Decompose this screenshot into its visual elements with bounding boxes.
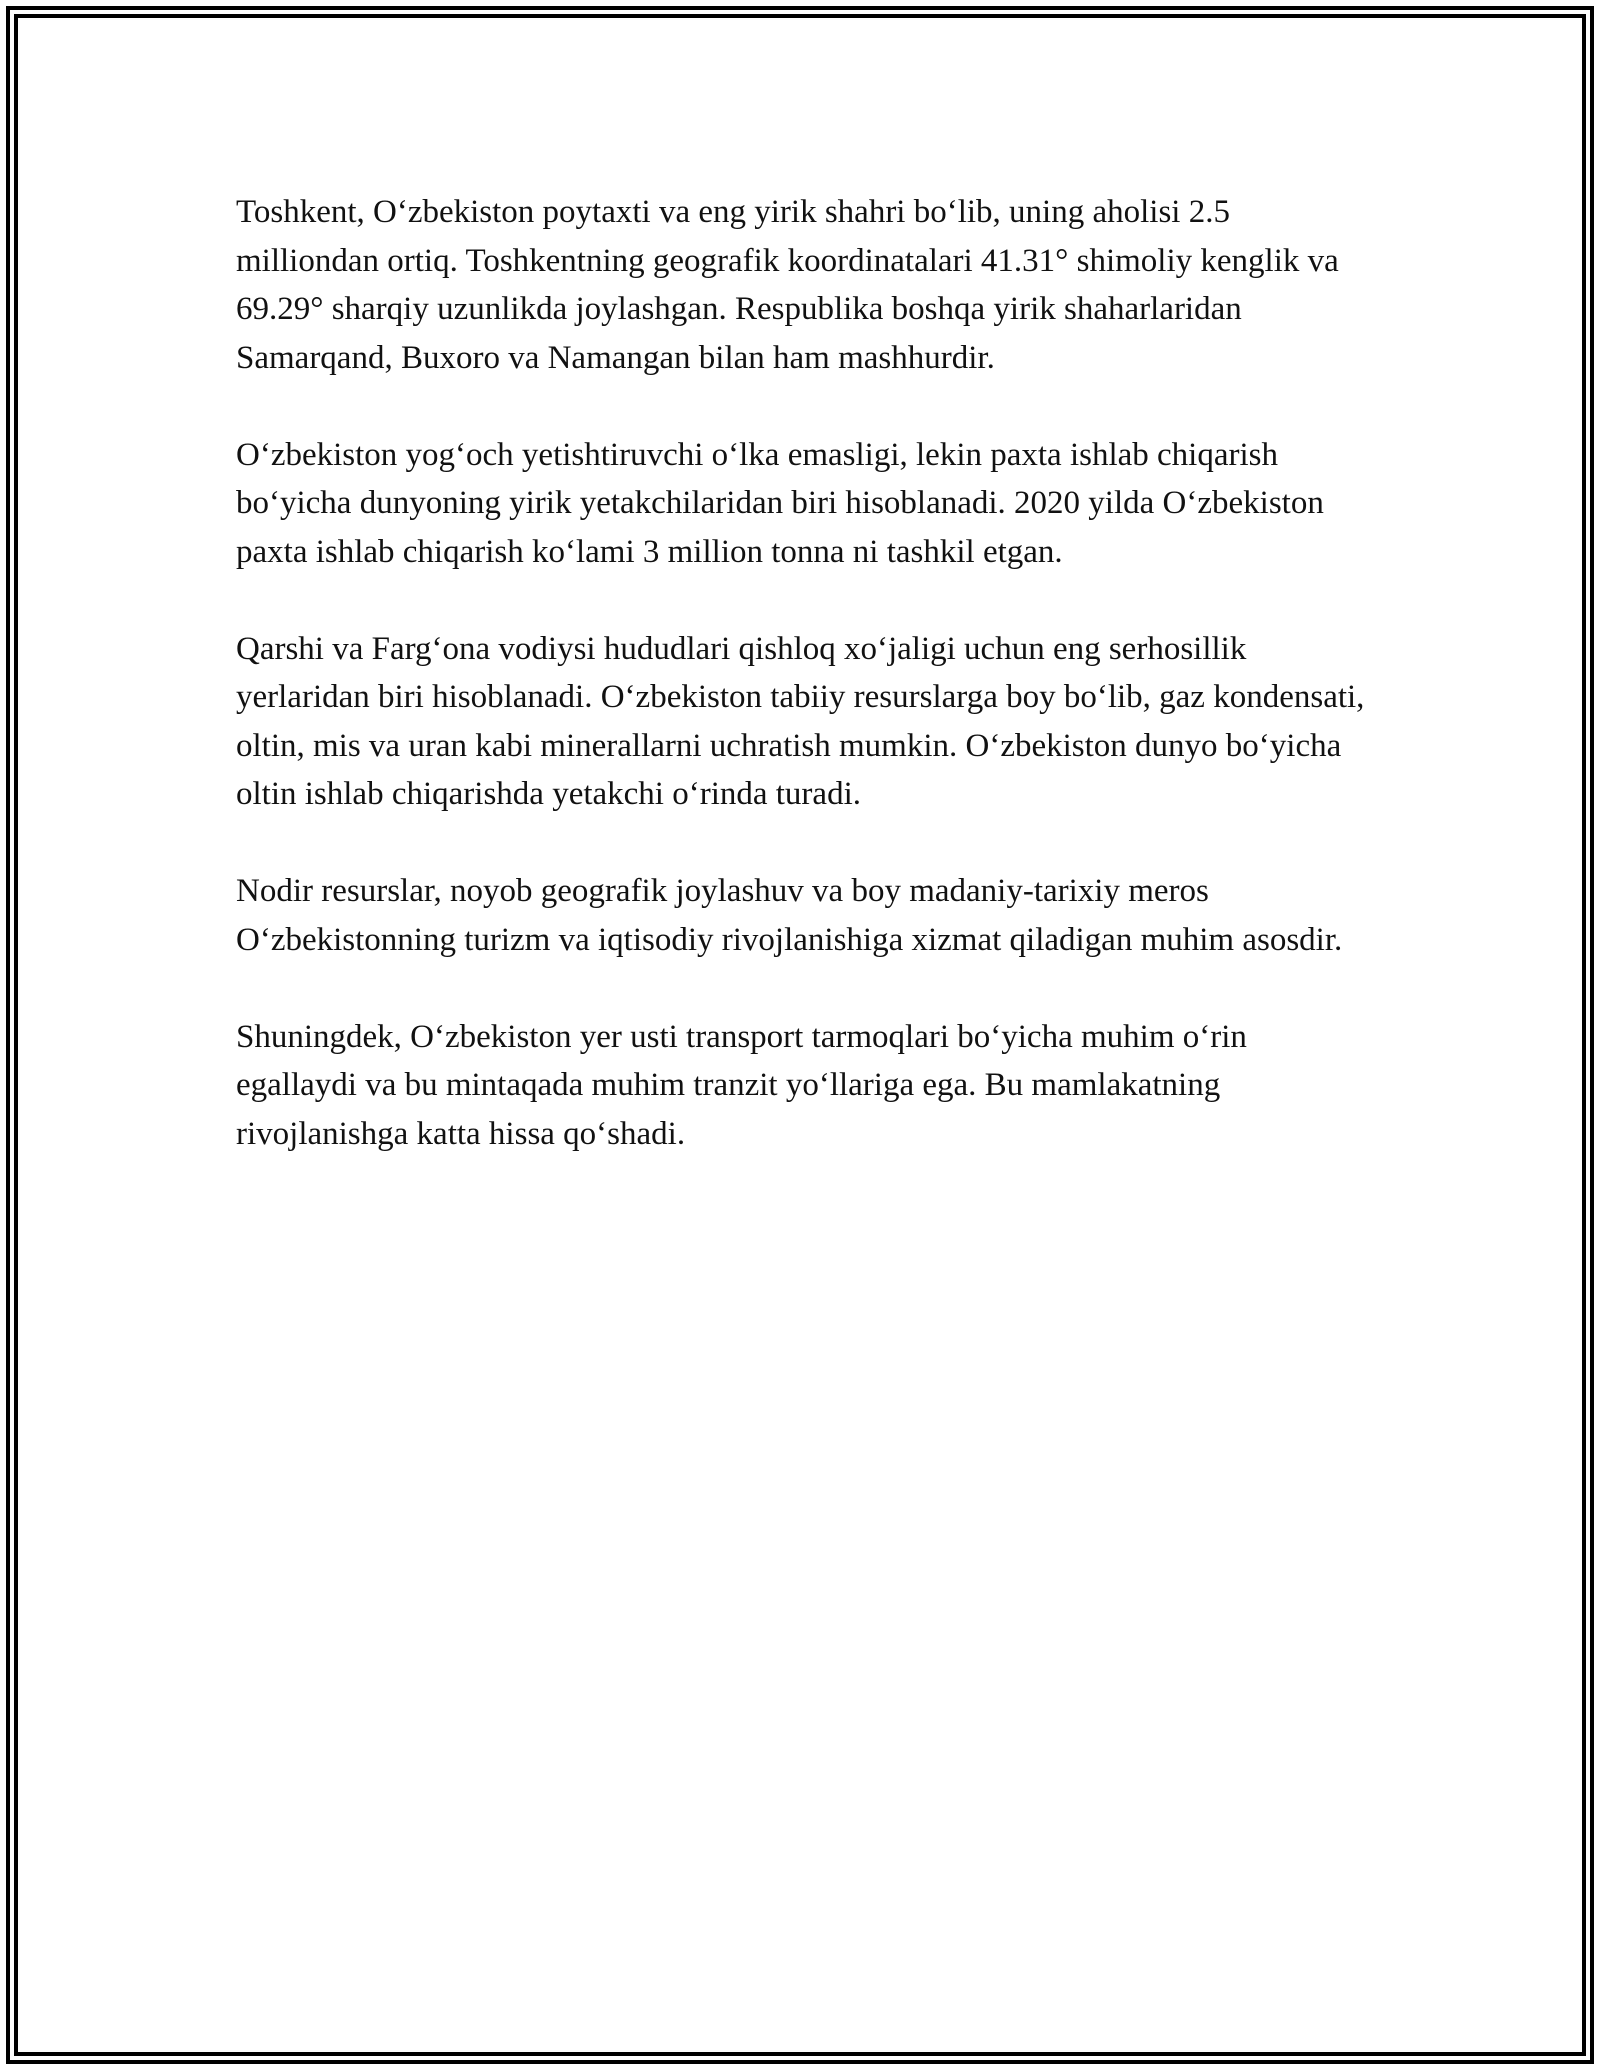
paragraph-resources: Qarshi va Farg‘ona vodiysi hududlari qishloq xo‘jaligi uchun eng serhosillik yerlaridan biri hisoblanadi. O‘zbekiston tabiiy resurslarga boy bo‘lib, gaz kondensati, oltin, mis va uran kabi minerallarni uchratish mumkin. O‘zbekiston dunyo bo‘yicha oltin ishlab chiqarishda yetakchi o‘rinda turadi. bbox=[236, 630, 1365, 812]
paragraph-cotton: O‘zbekiston yog‘och yetishtiruvchi o‘lka emasligi, lekin paxta ishlab chiqarish bo‘yicha dunyoning yirik yetakchilaridan biri hisoblanadi. 2020 yilda O‘zbekiston paxta ishlab chiqarish ko‘lami 3 million tonna ni tashkil etgan. bbox=[236, 436, 1324, 570]
document-body bbox=[236, 188, 1376, 1207]
paragraph-tashkent: Toshkent, O‘zbekiston poytaxti va eng yirik shahri bo‘lib, uning aholisi 2.5 milliondan ortiq. Toshkentning geografik koordinatalari 41.31° shimoliy kenglik va 69.29° sharqiy uzunlikda joylashgan. Respublika boshqa yirik shaharlaridan Samarqand, Buxoro va Namangan bilan ham mashhurdir. bbox=[236, 194, 1339, 376]
paragraph-transport: Shuningdek, O‘zbekiston yer usti transport tarmoqlari bo‘yicha muhim o‘rin egallaydi va bu mintaqada muhim tranzit yo‘llariga ega. Bu mamlakatning rivojlanishga katta hissa qo‘shadi. bbox=[236, 1018, 1247, 1152]
paragraph-heritage: Nodir resurslar, noyob geografik joylashuv va boy madaniy-tarixiy meros O‘zbekistonning turizm va iqtisodiy rivojlanishiga xizmat qiladigan muhim asosdir. bbox=[236, 873, 1343, 958]
